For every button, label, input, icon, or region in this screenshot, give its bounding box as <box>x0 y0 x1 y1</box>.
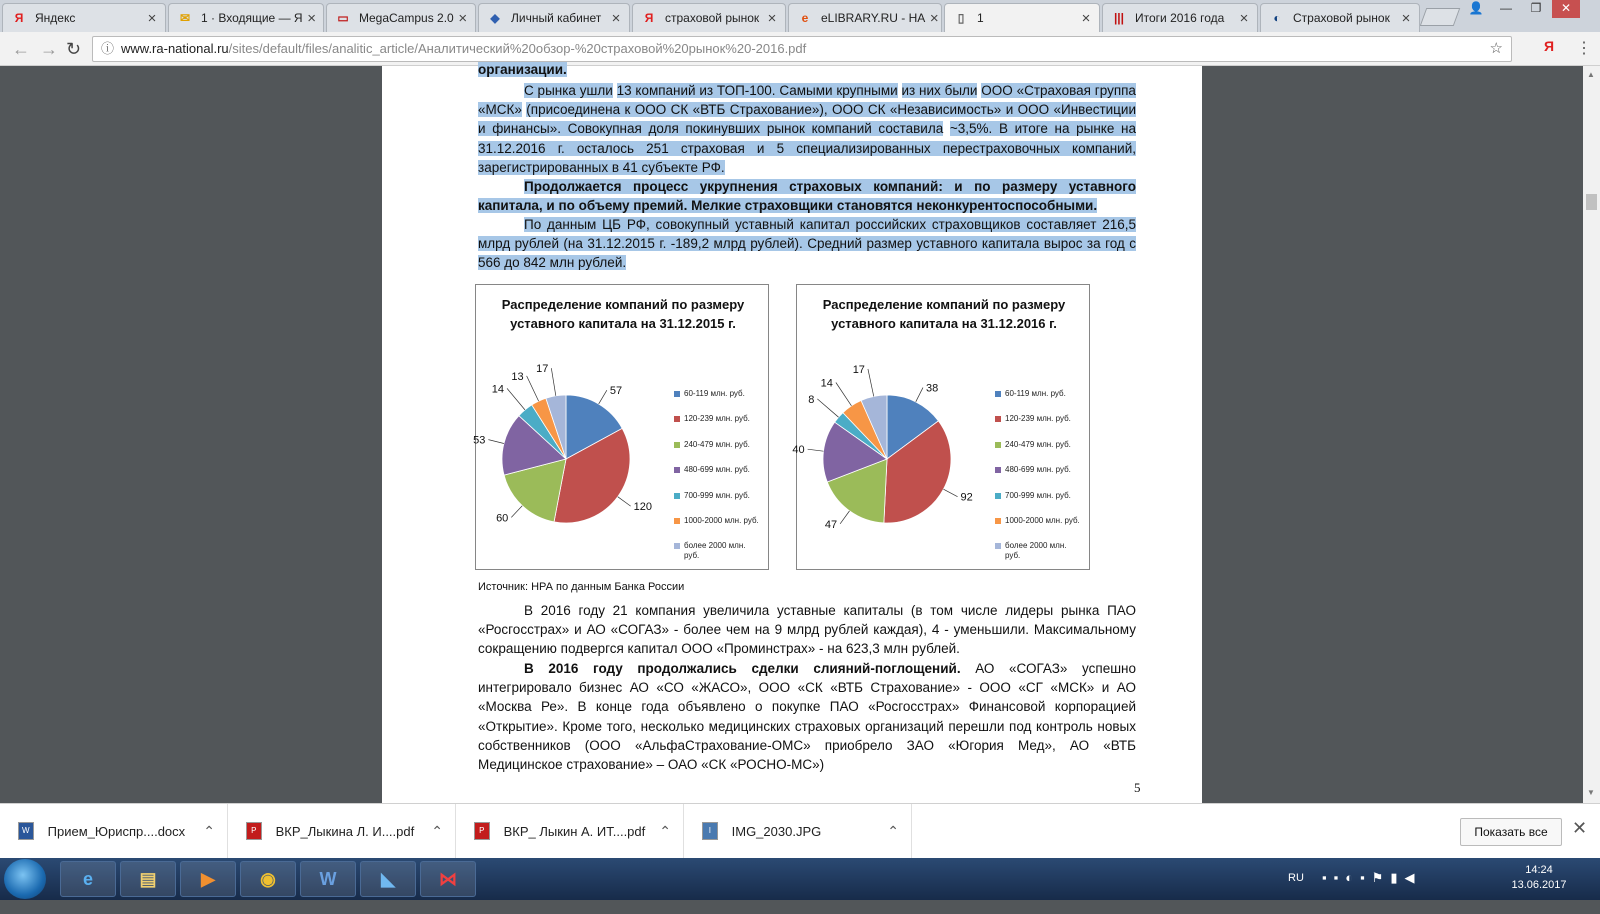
leader-line <box>808 449 824 451</box>
tab-label: 1 <box>977 11 984 25</box>
chevron-up-icon[interactable]: ⌃ <box>203 822 215 839</box>
legend-swatch <box>995 518 1001 524</box>
tab-close-icon[interactable]: × <box>458 9 468 27</box>
url-path: /sites/default/files/analitic_article/Аналитический%20обзор-%20страховой%20рынок%20-2016.pdf <box>228 41 807 56</box>
tab-close-icon[interactable]: × <box>1401 9 1411 27</box>
tray-icons[interactable]: ▪▪◐▪⚑▮◀ <box>1322 870 1422 885</box>
tab-8[interactable] <box>1102 3 1258 32</box>
data-label: 47 <box>824 518 838 531</box>
ie-icon[interactable]: e <box>60 861 116 897</box>
scroll-up-icon[interactable]: ▲ <box>1587 70 1595 79</box>
show-all-downloads-button[interactable]: Показать все <box>1460 818 1562 846</box>
chart-title: Распределение компаний по размеру уставного капитала на 31.12.2015 г. <box>501 297 745 331</box>
chart-title: Распределение компаний по размеру уставного капитала на 31.12.2016 г. <box>822 297 1066 331</box>
word-icon[interactable]: W <box>300 861 356 897</box>
legend-swatch <box>995 543 1001 549</box>
vertical-scrollbar[interactable] <box>1583 66 1600 803</box>
tab-favicon-icon: ▯ <box>957 11 965 25</box>
tab-label: MegaCampus 2.0 <box>359 11 454 25</box>
legend-label: 60-119 млн. руб. <box>1005 389 1066 398</box>
new-tab-button[interactable] <box>1420 8 1461 26</box>
legend-label: 700-999 млн. руб. <box>684 490 750 500</box>
close-downloads-icon[interactable]: ✕ <box>1572 818 1588 838</box>
legend-label: 240-479 млн. руб. <box>684 439 750 449</box>
source-note: Источник: НРА по данным Банка России <box>478 581 685 593</box>
download-file-name: ВКР_Лыкина Л. И....pdf <box>275 823 415 839</box>
tab-close-icon[interactable]: × <box>147 9 157 27</box>
tab-favicon-icon: ◐ <box>1273 11 1281 25</box>
file-icon: P <box>474 822 490 840</box>
pdf-viewer[interactable] <box>0 62 1583 803</box>
leader-line <box>527 376 539 401</box>
tab-close-icon[interactable]: × <box>767 9 777 27</box>
tab-7[interactable] <box>944 3 1100 32</box>
data-label: 14 <box>820 377 833 390</box>
pdf-page <box>382 62 1202 803</box>
chrome-icon[interactable]: ◉ <box>240 861 296 897</box>
reload-icon[interactable]: ↻ <box>66 39 82 59</box>
data-label: 8 <box>808 393 815 406</box>
tab-close-icon[interactable]: × <box>1239 9 1249 27</box>
file-icon: W <box>18 822 34 840</box>
tab-close-icon[interactable]: × <box>307 9 316 27</box>
tab-favicon-icon: ||| <box>1113 11 1125 25</box>
file-icon: I <box>702 822 718 840</box>
tab-label: Итоги 2016 года <box>1135 11 1225 25</box>
legend-swatch <box>674 416 680 422</box>
leader-line <box>840 511 849 524</box>
tab-9[interactable] <box>1260 3 1420 32</box>
legend-label: 240-479 млн. руб. <box>1005 439 1071 449</box>
pie-chart-2016 <box>792 284 1090 570</box>
chevron-up-icon[interactable]: ⌃ <box>887 822 899 839</box>
legend-item <box>995 465 1083 490</box>
yandex-icon[interactable]: Я <box>1544 38 1555 54</box>
chart-legend <box>995 389 1083 567</box>
legend-label: 1000-2000 млн. руб. <box>684 515 759 525</box>
tab-1[interactable] <box>2 3 166 32</box>
url-host: www.ra-national.ru <box>121 41 229 56</box>
pie-chart-2015 <box>475 284 769 570</box>
legend-label: 480-699 млн. руб. <box>1005 465 1071 475</box>
legend-item <box>674 440 762 465</box>
legend-label: 120-239 млн. руб. <box>684 414 750 424</box>
tab-close-icon[interactable]: × <box>1081 9 1091 27</box>
legend-swatch <box>674 543 680 549</box>
data-label: 17 <box>536 363 549 376</box>
clock-date: 13.06.2017 <box>1511 879 1567 891</box>
data-label: 120 <box>633 501 652 514</box>
legend-item <box>674 541 762 566</box>
scrollbar-thumb[interactable] <box>1586 194 1597 210</box>
legend-swatch <box>674 467 680 473</box>
back-arrow-icon[interactable]: ← <box>12 39 30 59</box>
windows-taskbar <box>0 858 1600 900</box>
legend-item <box>995 414 1083 439</box>
chevron-up-icon[interactable]: ⌃ <box>431 822 443 839</box>
download-file-name: ВКР_ Лыкин А. ИТ....pdf <box>503 823 646 839</box>
legend-item <box>995 389 1083 414</box>
legend-swatch <box>674 442 680 448</box>
leader-line <box>551 368 555 396</box>
legend-label: более 2000 млн. руб. <box>1005 541 1067 561</box>
tab-label: Личный кабинет <box>511 11 602 25</box>
close-window-button[interactable]: ✕ <box>1552 0 1580 18</box>
tab-favicon-icon: Я <box>644 11 654 25</box>
leader-line <box>599 390 607 404</box>
chart-legend <box>674 389 762 567</box>
maximize-button[interactable]: ❐ <box>1530 1 1542 15</box>
minimize-button[interactable]: — <box>1500 1 1512 15</box>
legend-label: 1000-2000 млн. руб. <box>1005 515 1080 525</box>
legend-label: 700-999 млн. руб. <box>1005 490 1071 500</box>
language-indicator[interactable]: RU <box>1288 872 1304 884</box>
legend-swatch <box>995 391 1001 397</box>
tab-6[interactable] <box>788 3 942 32</box>
data-label: 57 <box>609 385 623 398</box>
tab-favicon-icon: ◆ <box>490 11 500 25</box>
tab-3[interactable] <box>326 3 476 32</box>
menu-icon[interactable]: ⋮ <box>1576 40 1592 57</box>
tab-close-icon[interactable]: × <box>929 9 939 27</box>
legend-label: 60-119 млн. руб. <box>684 389 745 398</box>
tab-favicon-icon: e <box>801 11 809 25</box>
leader-line <box>916 388 923 402</box>
legend-item <box>674 491 762 516</box>
tab-bar <box>0 0 1600 32</box>
legend-item <box>674 516 762 541</box>
legend-label: 480-699 млн. руб. <box>684 465 750 475</box>
leader-line <box>868 369 874 396</box>
bookmark-star-icon[interactable]: ☆ <box>1489 40 1503 57</box>
tab-4[interactable] <box>478 3 630 32</box>
chevron-up-icon[interactable]: ⌃ <box>659 822 671 839</box>
legend-item <box>995 541 1083 566</box>
leader-line <box>836 383 852 406</box>
media-player-icon[interactable]: ▶ <box>180 861 236 897</box>
legend-item <box>995 491 1083 516</box>
text-line-0: организации. <box>478 62 567 77</box>
tab-label: eLIBRARY.RU - НА <box>821 11 926 25</box>
legend-swatch <box>995 416 1001 422</box>
leader-line <box>943 489 957 497</box>
tab-label: 1 · Входящие — Я <box>201 11 303 25</box>
download-item[interactable] <box>684 804 912 858</box>
legend-swatch <box>674 493 680 499</box>
legend-item <box>674 465 762 490</box>
scroll-down-icon[interactable]: ▼ <box>1587 788 1595 797</box>
clock-time: 14:24 <box>1525 864 1553 876</box>
legend-item <box>674 389 762 414</box>
legend-label: более 2000 млн. руб. <box>684 541 746 561</box>
data-label: 40 <box>792 444 805 457</box>
explorer-icon[interactable]: ▤ <box>120 861 176 897</box>
legend-swatch <box>995 493 1001 499</box>
tab-favicon-icon: ✉ <box>179 11 191 25</box>
tab-2[interactable] <box>168 3 324 32</box>
data-label: 60 <box>496 512 509 525</box>
legend-item <box>674 414 762 439</box>
legend-swatch <box>674 391 680 397</box>
data-label: 17 <box>852 363 865 376</box>
tab-5[interactable] <box>632 3 786 32</box>
file-icon: P <box>246 822 262 840</box>
data-label: 53 <box>473 434 486 447</box>
paragraph-mergers: В 2016 году продолжались сделки слияний-поглощений. АО «СОГАЗ» успешно интегрировало бизнес АО «СО «ЖАСО», ООО «СК «ВТБ Страхование» - ООО «СГ «МСК» и АО «Москва Ре». В конце года объявлено о покупке ПАО «Росгосстрах» Финансовой корпорацией «Открытие». Кроме того, несколько медицинских страховых организаций перешли под контроль новых собственников (ООО «АльфаСтрахование-ОМС» приобрело ЗАО «Югория Мед», АО «ВТБ Медицинское страхование» – ОАО «СК «РОСНО-МС») <box>478 661 1137 773</box>
data-label: 38 <box>925 382 939 395</box>
download-item[interactable] <box>228 804 456 858</box>
profile-icon[interactable]: 👤 <box>1468 1 1484 15</box>
paragraph-consolidation: Продолжается процесс укрупнения страховых компаний: и по размеру уставного капитала, и по объему премий. Мелкие страховщики становятся неконкурентоспособными. <box>478 179 1136 214</box>
leader-line <box>817 399 838 417</box>
info-icon[interactable]: ⓘ <box>101 41 115 56</box>
download-item[interactable] <box>0 804 228 858</box>
data-label: 13 <box>511 370 524 383</box>
legend-swatch <box>995 467 1001 473</box>
legend-item <box>995 516 1083 541</box>
address-bar[interactable] <box>92 36 1512 62</box>
data-label: 14 <box>491 383 505 396</box>
download-file-name: Прием_Юриспр....docx <box>47 823 186 839</box>
download-shelf <box>0 803 1600 858</box>
paragraph-capital-changes: В 2016 году 21 компания увеличила уставные капиталы (в том числе лидеры рынка ПАО «Росгосстрах» и АО «СОГАЗ» - более чем на 9 млрд рублей каждая), 4 - уменьшили. Максимальному сокращению подвергся капитал ООО «Проминстрах» - на 623,3 млн рублей. <box>478 603 1136 657</box>
tab-close-icon[interactable]: × <box>611 9 621 27</box>
leader-line <box>488 440 504 444</box>
page-number: 5 <box>1134 780 1141 795</box>
tab-label: страховой рынок <box>665 11 760 25</box>
data-label: 92 <box>960 491 973 504</box>
tab-favicon-icon: Я <box>14 11 24 25</box>
legend-label: 120-239 млн. руб. <box>1005 414 1071 424</box>
download-file-name: IMG_2030.JPG <box>731 823 822 839</box>
paragraph-market-exits: С рынка ушли 13 компаний из ТОП-100. Самыми крупными из них были ООО «Страховая группа «МСК» (присоединена к ООО СК «ВТБ Страхование»), ООО СК «Независимость» и ООО «Инвестиции и финансы». Совокупная доля покинувших рынок компаний составила ~3,5%. В итоге на рынке на 31.12.2016 г. осталось 251 страховая и 5 специализированных перестраховочных компаний, зарегистрированных в 41 субъекте РФ. <box>478 83 1136 175</box>
legend-swatch <box>674 518 680 524</box>
leader-line <box>511 506 522 518</box>
paragraph-capital: По данным ЦБ РФ, совокупный уставный капитал российских страховщиков составляет 216,5 млрд рублей (на 31.12.2015 г. -189,2 млрд рублей). Средний размер уставного капитала вырос за год с 566 до 842 млн рублей. <box>478 217 1136 271</box>
tab-favicon-icon: ▭ <box>337 11 349 25</box>
leader-line <box>618 497 631 506</box>
clock[interactable] <box>1504 863 1574 893</box>
download-item[interactable] <box>456 804 684 858</box>
app-icon[interactable]: ◣ <box>360 861 416 897</box>
leader-line <box>507 388 525 409</box>
legend-item <box>995 440 1083 465</box>
acrobat-icon[interactable]: ⋈ <box>420 861 476 897</box>
start-button[interactable] <box>4 859 46 899</box>
tab-label: Страховой рынок <box>1293 11 1390 25</box>
forward-arrow-icon[interactable]: → <box>40 39 58 59</box>
legend-swatch <box>995 442 1001 448</box>
tab-label: Яндекс <box>35 11 76 25</box>
